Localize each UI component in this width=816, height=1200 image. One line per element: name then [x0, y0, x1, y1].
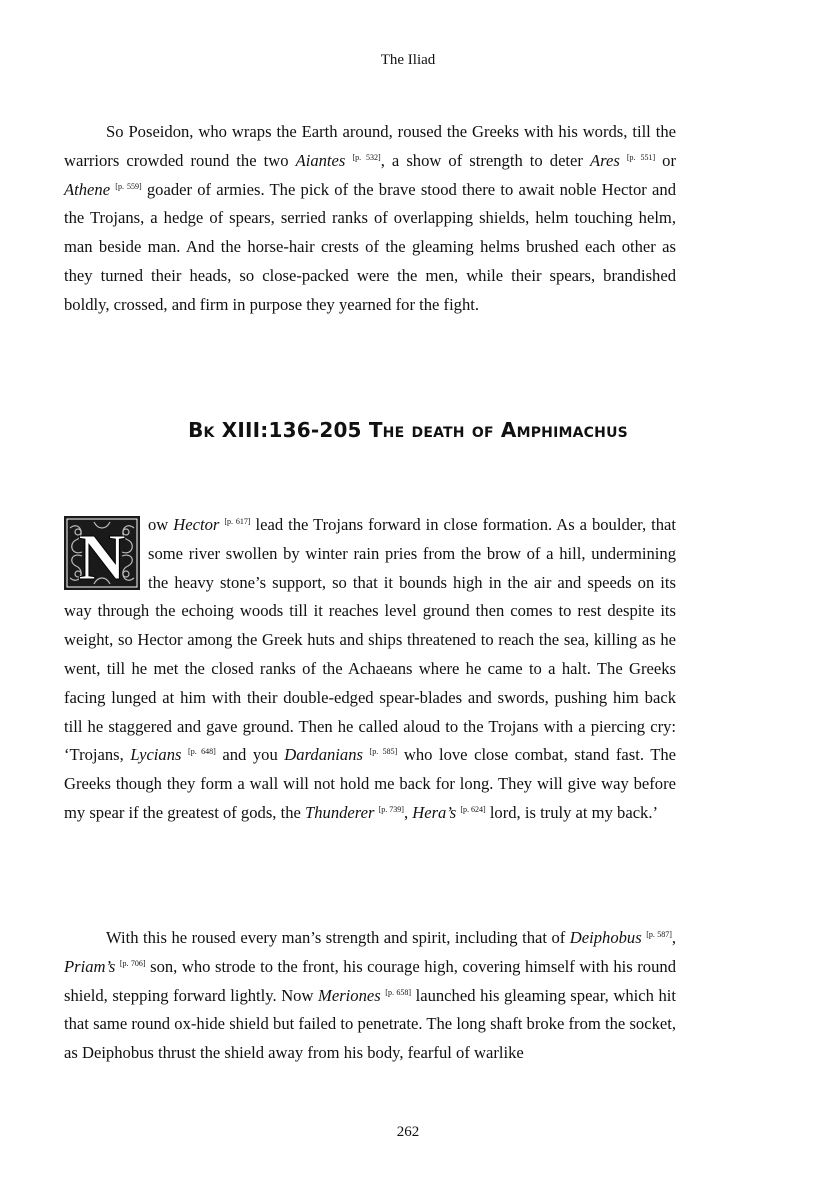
page-ref[interactable]: [p. 739] — [378, 804, 404, 814]
running-head: The Iliad — [380, 52, 436, 68]
text-run: who love close combat, stand fast. The Greeks though they form a wall will not hold me back for long. They will give way before my spear if the greatest of gods, the — [64, 745, 677, 822]
text-run: son, who strode to the front, his courage high, covering himself with his round shield, stepping forward lightly. Now — [64, 956, 676, 1005]
text-run: , — [403, 802, 413, 822]
page-ref[interactable]: [p. 585] — [369, 747, 398, 757]
page-ref[interactable]: [p. 648] — [188, 747, 216, 757]
drop-cap-letter: N — [78, 521, 126, 590]
text-run: ow — [148, 515, 174, 534]
page-ref[interactable]: [p. 559] — [115, 181, 142, 191]
page-ref[interactable]: [p. 587] — [646, 930, 672, 939]
page-ref[interactable]: [p. 532] — [352, 152, 381, 162]
name-link-aiantes[interactable]: Aiantes — [295, 150, 346, 170]
section-title: Bk XIII:136-205 The death of Amphimachus — [188, 418, 628, 442]
text-run: launched his gleaming spear, which hit that same round ox-hide shield but failed to penetrate. The long shaft broke from the socket, as Deiphobus thrust the shield away from his body, fearful of warlike — [64, 985, 677, 1063]
name-link-ares[interactable]: Ares — [590, 150, 620, 170]
paragraph-2 — [64, 511, 676, 828]
name-link-deiphobus[interactable]: Deiphobus — [569, 928, 642, 947]
page-ref[interactable]: [p. 706] — [119, 958, 146, 968]
drop-cap-ornament — [64, 516, 140, 590]
text-run: and you — [215, 745, 285, 765]
name-link-hector[interactable]: Hector — [173, 515, 220, 534]
paragraph-1 — [64, 118, 676, 320]
page-ref[interactable]: [p. 624] — [460, 804, 486, 814]
page-ref[interactable]: [p. 617] — [224, 517, 251, 526]
paragraph-3 — [64, 924, 676, 1068]
page-number: 262 — [396, 1124, 420, 1140]
text-run: or — [655, 150, 677, 170]
text-run: goader of armies. The pick of the brave stood there to await noble Hector and the Trojans, a hedge of spears, serried ranks of overlapping shields, helm touching helm, man beside man. And the horse-hair crests of the gleaming helms brushed each other as they turned their heads, so close-packed were the men, while their spears, brandished boldly, crossed, and firm in purpose they yearned for the fight. — [64, 179, 676, 314]
name-link-athene[interactable]: Athene — [64, 179, 111, 199]
name-link-lycians[interactable]: Lycians — [130, 745, 182, 765]
text-run: , — [671, 928, 677, 947]
name-link-priam[interactable]: Priam’s — [64, 956, 116, 976]
text-run: , a show of strength to deter — [380, 150, 590, 170]
name-link-hera[interactable]: Hera’s — [412, 802, 457, 822]
page-ref[interactable]: [p. 551] — [626, 152, 656, 162]
name-link-meriones[interactable]: Meriones — [318, 985, 381, 1005]
text-run: lead the Trojans forward in close formation. As a boulder, that some river swollen by winter rain pries from the brow of a hill, undermining the heavy stone’s support, so that it bounds high in the air and speeds on its way through the echoing woods till it reaches level ground then comes to rest despite its weight, so Hector among the Greek huts and ships threatened to reach the sea, killing as he went, till he met the closed ranks of the Achaeans where he came to a halt. The Greeks facing lunged at him with their double-edged spear-blades and swords, pushing him back till he staggered and gave ground. Then he called aloud to the Trojans with a piercing cry: ‘Trojans, — [64, 515, 676, 765]
text-run: lord, is truly at my back.’ — [485, 802, 659, 822]
page-ref[interactable]: [p. 658] — [385, 987, 412, 997]
text-run: So Poseidon, who wraps the Earth around, roused the Greeks with his words, till the warriors crowded round the two — [64, 122, 676, 170]
text-run: With this he roused every man’s strength and spirit, including that of — [106, 928, 570, 947]
name-link-dardanians[interactable]: Dardanians — [284, 745, 363, 765]
name-link-thunderer[interactable]: Thunderer — [305, 802, 375, 822]
